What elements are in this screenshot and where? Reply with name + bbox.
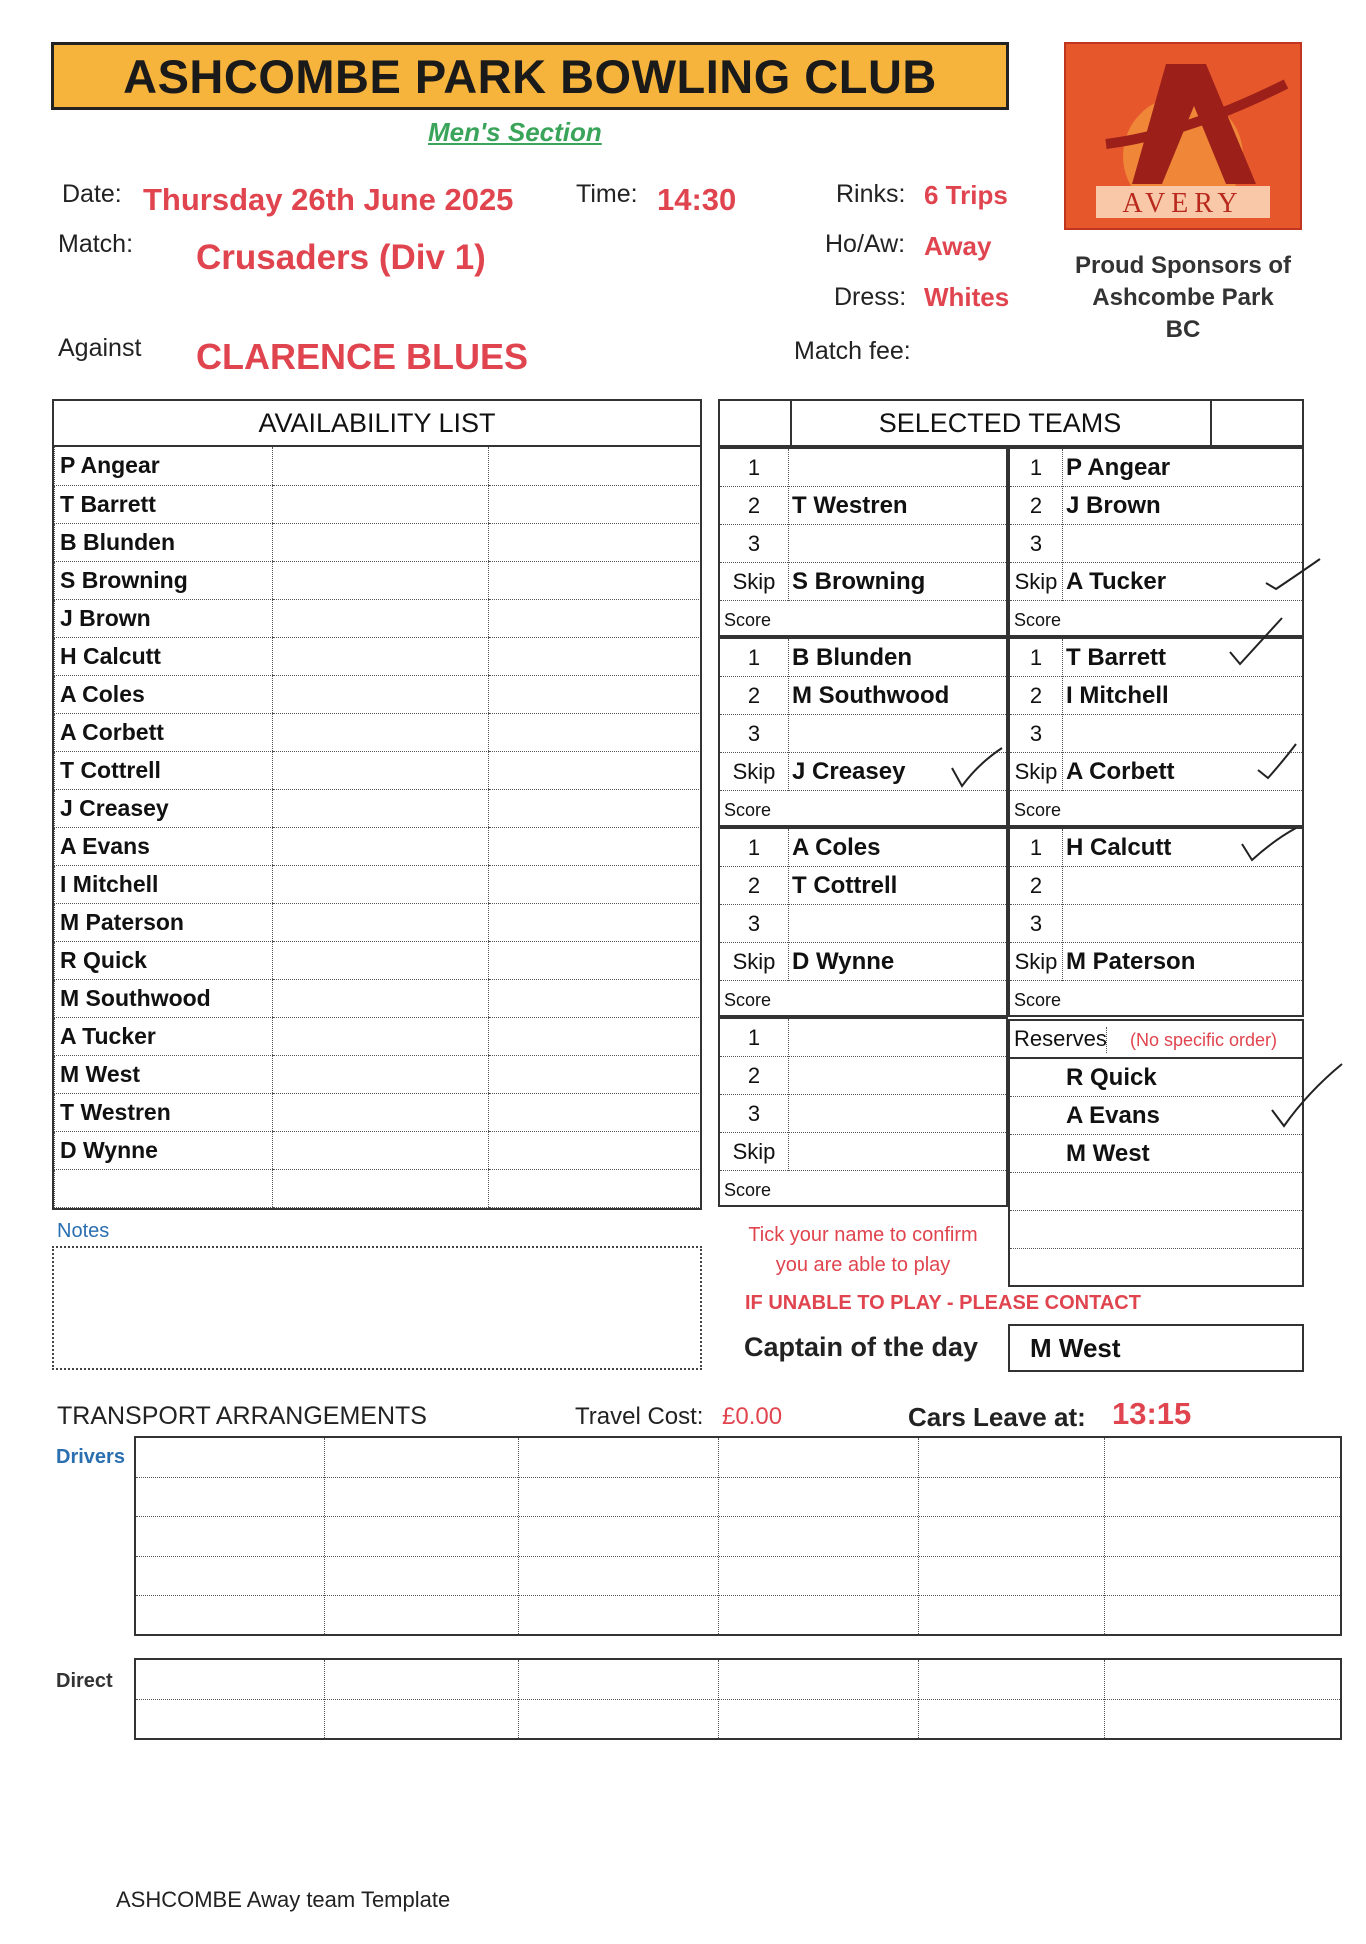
- section-subtitle: Men's Section: [428, 117, 602, 147]
- availability-row: [55, 1131, 701, 1169]
- club-title: ASHCOMBE PARK BOWLING CLUB: [51, 42, 1009, 110]
- position-number: 2: [747, 873, 761, 898]
- availability-cell[interactable]: [489, 713, 701, 751]
- team-row: [720, 449, 1006, 487]
- position-number: 1: [1029, 645, 1043, 670]
- availability-player-name: A Evans: [55, 827, 273, 865]
- availability-cell[interactable]: [273, 903, 489, 941]
- team-row: [720, 829, 1006, 867]
- team-row: [720, 1095, 1006, 1133]
- availability-player-name: M Paterson: [55, 903, 273, 941]
- selected-teams-title: SELECTED TEAMS: [878, 408, 1122, 438]
- position-number: 1: [747, 1025, 761, 1050]
- dress-label: Dress:: [834, 283, 907, 311]
- match-label: Match:: [58, 230, 134, 258]
- team-row: [1010, 677, 1302, 715]
- skip-label: Skip: [1014, 569, 1058, 594]
- availability-cell[interactable]: [489, 979, 701, 1017]
- availability-cell[interactable]: [489, 675, 701, 713]
- availability-row: [55, 561, 701, 599]
- availability-row: [55, 713, 701, 751]
- cars-leave-label: Cars Leave at:: [908, 1402, 1086, 1432]
- team-row: [1010, 943, 1302, 981]
- availability-cell[interactable]: [273, 1055, 489, 1093]
- team-row: [720, 1133, 1006, 1171]
- rinks-label: Rinks:: [836, 180, 906, 208]
- position-number: 2: [1029, 873, 1043, 898]
- tick-instruction-line-2: you are able to play: [775, 1254, 951, 1276]
- availability-row: [55, 827, 701, 865]
- team-player-name: T Westren: [792, 492, 908, 519]
- position-number: 1: [1029, 835, 1043, 860]
- team-row: [720, 525, 1006, 563]
- skip-label: Skip: [1014, 949, 1058, 974]
- availability-player-name: M Southwood: [55, 979, 273, 1017]
- team-player-name: P Angear: [1066, 454, 1171, 481]
- position-number: 2: [747, 683, 761, 708]
- position-number: 2: [1029, 493, 1043, 518]
- match-value: Crusaders (Div 1): [196, 238, 486, 277]
- team-player-name: T Barrett: [1066, 644, 1167, 671]
- date-value: Thursday 26th June 2025: [143, 182, 514, 217]
- team-player-name: M Paterson: [1066, 948, 1196, 975]
- availability-row: [55, 447, 701, 485]
- team-player-name: M Southwood: [792, 682, 950, 709]
- availability-player-name: A Tucker: [55, 1017, 273, 1055]
- availability-cell[interactable]: [273, 599, 489, 637]
- sponsor-line-2: Ashcombe Park: [1092, 284, 1274, 311]
- availability-cell[interactable]: [489, 1055, 701, 1093]
- sponsor-caption: [1050, 250, 1316, 346]
- team-row: [1010, 449, 1302, 487]
- captain-value: M West: [1030, 1333, 1121, 1363]
- tick-mark-icon: [1256, 742, 1300, 786]
- time-label: Time:: [576, 180, 638, 208]
- availability-cell[interactable]: [273, 637, 489, 675]
- team-row: [1010, 867, 1302, 905]
- team-box: [718, 1017, 1008, 1207]
- time-value: 14:30: [657, 182, 737, 217]
- position-number: 3: [747, 531, 761, 556]
- team-player-name: A Corbett: [1066, 758, 1175, 785]
- sponsor-line-1: Proud Sponsors of: [1075, 252, 1291, 279]
- team-box: [718, 827, 1008, 1017]
- score-label: Score: [724, 610, 772, 630]
- availability-cell[interactable]: [489, 751, 701, 789]
- against-value: CLARENCE BLUES: [196, 336, 529, 377]
- team-player-name: A Coles: [792, 834, 881, 861]
- position-number: 3: [1029, 531, 1043, 556]
- availability-player-name: S Browning: [55, 561, 273, 599]
- availability-cell[interactable]: [273, 941, 489, 979]
- reserve-row: [1010, 1097, 1302, 1135]
- availability-player-name: I Mitchell: [55, 865, 273, 903]
- availability-player-name: [55, 1169, 273, 1207]
- reserve-player-name: M West: [1066, 1140, 1150, 1167]
- availability-cell[interactable]: [489, 523, 701, 561]
- availability-player-name: M West: [55, 1055, 273, 1093]
- direct-label: Direct: [56, 1670, 113, 1692]
- position-number: 1: [1029, 455, 1043, 480]
- availability-row: [55, 979, 701, 1017]
- team-row: [720, 943, 1006, 981]
- team-row: [720, 639, 1006, 677]
- position-number: 2: [747, 1063, 761, 1088]
- score-label: Score: [724, 990, 772, 1010]
- team-row: [720, 563, 1006, 601]
- captain-label: Captain of the day: [744, 1332, 979, 1362]
- score-label: Score: [1014, 990, 1062, 1010]
- date-label: Date:: [62, 180, 122, 208]
- availability-cell[interactable]: [489, 941, 701, 979]
- reserve-player-name: R Quick: [1066, 1064, 1157, 1091]
- tick-mark-icon: [950, 746, 1006, 790]
- availability-cell[interactable]: [489, 561, 701, 599]
- skip-label: Skip: [732, 759, 776, 784]
- drivers-label: Drivers: [56, 1446, 125, 1468]
- sponsor-line-3: BC: [1165, 316, 1201, 343]
- availability-cell[interactable]: [273, 523, 489, 561]
- notes-box[interactable]: [52, 1246, 702, 1370]
- availability-player-name: T Barrett: [55, 485, 273, 523]
- availability-cell[interactable]: [273, 1017, 489, 1055]
- tick-mark-icon: [1264, 555, 1324, 595]
- drivers-grid: [134, 1436, 1342, 1636]
- availability-cell[interactable]: [273, 1131, 489, 1169]
- against-label: Against: [58, 334, 142, 362]
- contact-message: IF UNABLE TO PLAY - PLEASE CONTACT: [745, 1292, 1141, 1314]
- hoaw-label: Ho/Aw:: [825, 230, 906, 258]
- match-fee-label: Match fee:: [794, 337, 911, 365]
- availability-player-name: H Calcutt: [55, 637, 273, 675]
- position-number: 3: [747, 1101, 761, 1126]
- captain-box: [1008, 1324, 1304, 1372]
- hoaw-value: Away: [924, 231, 992, 261]
- availability-cell[interactable]: [273, 751, 489, 789]
- reserve-row: [1010, 1135, 1302, 1173]
- position-number: 3: [747, 911, 761, 936]
- skip-label: Skip: [732, 949, 776, 974]
- availability-cell[interactable]: [273, 561, 489, 599]
- team-player-name: S Browning: [792, 568, 926, 595]
- availability-cell[interactable]: [489, 1093, 701, 1131]
- team-row: [720, 1057, 1006, 1095]
- reserves-label: Reserves: [1014, 1026, 1107, 1051]
- reserve-row: [1010, 1173, 1302, 1211]
- availability-row: [55, 751, 701, 789]
- availability-cell[interactable]: [273, 1169, 489, 1207]
- position-number: 1: [747, 645, 761, 670]
- availability-row: [55, 1055, 701, 1093]
- availability-cell[interactable]: [273, 865, 489, 903]
- availability-row: [55, 789, 701, 827]
- availability-cell[interactable]: [273, 979, 489, 1017]
- score-label: Score: [724, 1180, 772, 1200]
- availability-cell[interactable]: [489, 447, 701, 485]
- availability-row: [55, 1169, 701, 1207]
- availability-list: [52, 447, 702, 1210]
- availability-player-name: B Blunden: [55, 523, 273, 561]
- availability-cell[interactable]: [273, 675, 489, 713]
- reserve-player-name: A Evans: [1066, 1102, 1160, 1129]
- team-row: [1010, 487, 1302, 525]
- availability-player-name: A Corbett: [55, 713, 273, 751]
- position-number: 1: [747, 835, 761, 860]
- team-row: [1010, 563, 1302, 601]
- avery-logo-icon: [1066, 44, 1300, 228]
- tick-instruction: [718, 1220, 1008, 1280]
- availability-cell[interactable]: [489, 599, 701, 637]
- availability-row: [55, 941, 701, 979]
- availability-player-name: T Cottrell: [55, 751, 273, 789]
- reserves-order-note: (No specific order): [1130, 1030, 1278, 1050]
- team-player-name: B Blunden: [792, 644, 912, 671]
- availability-player-name: J Brown: [55, 599, 273, 637]
- availability-player-name: T Westren: [55, 1093, 273, 1131]
- direct-grid: [134, 1658, 1342, 1740]
- availability-cell[interactable]: [489, 637, 701, 675]
- score-label: Score: [1014, 610, 1062, 630]
- availability-cell[interactable]: [273, 447, 489, 485]
- availability-cell[interactable]: [489, 789, 701, 827]
- notes-label: Notes: [57, 1220, 110, 1242]
- position-number: 3: [1029, 911, 1043, 936]
- availability-row: [55, 485, 701, 523]
- tick-instruction-line-1: Tick your name to confirm: [748, 1224, 978, 1246]
- reserve-row: [1010, 1059, 1302, 1097]
- team-row: [1010, 905, 1302, 943]
- sponsor-logo-text: AVERY: [1122, 188, 1244, 219]
- availability-cell[interactable]: [489, 1169, 701, 1207]
- reserves-box: [1008, 1019, 1304, 1287]
- availability-cell[interactable]: [273, 485, 489, 523]
- availability-list-title: AVAILABILITY LIST: [52, 399, 702, 447]
- team-player-name: J Brown: [1066, 492, 1161, 519]
- skip-label: Skip: [732, 1139, 776, 1164]
- tick-mark-icon: [1226, 616, 1286, 670]
- team-player-name: D Wynne: [792, 948, 895, 975]
- team-row: [720, 1019, 1006, 1057]
- reserve-row: [1010, 1211, 1302, 1249]
- travel-cost-value: £0.00: [722, 1403, 783, 1430]
- skip-label: Skip: [732, 569, 776, 594]
- position-number: 2: [747, 493, 761, 518]
- availability-player-name: D Wynne: [55, 1131, 273, 1169]
- team-row: [1010, 525, 1302, 563]
- position-number: 2: [1029, 683, 1043, 708]
- availability-row: [55, 865, 701, 903]
- team-player-name: J Creasey: [792, 758, 906, 785]
- availability-row: [55, 1093, 701, 1131]
- availability-cell[interactable]: [489, 903, 701, 941]
- tick-mark-icon: [1240, 826, 1300, 866]
- availability-row: [55, 523, 701, 561]
- position-number: 1: [747, 455, 761, 480]
- team-box: [718, 447, 1008, 637]
- availability-cell[interactable]: [489, 485, 701, 523]
- score-label: Score: [1014, 800, 1062, 820]
- availability-row: [55, 637, 701, 675]
- team-row: [720, 487, 1006, 525]
- footer-template-name: ASHCOMBE Away team Template: [116, 1887, 451, 1912]
- rinks-value: 6 Trips: [924, 180, 1008, 210]
- availability-cell[interactable]: [489, 865, 701, 903]
- availability-row: [55, 903, 701, 941]
- availability-player-name: J Creasey: [55, 789, 273, 827]
- transport-title: TRANSPORT ARRANGEMENTS: [57, 1402, 427, 1430]
- dress-value: Whites: [924, 282, 1010, 312]
- team-row: [720, 905, 1006, 943]
- selected-teams-header: [718, 399, 1304, 447]
- team-row: [720, 677, 1006, 715]
- travel-cost-label: Travel Cost:: [575, 1403, 704, 1430]
- availability-player-name: P Angear: [55, 447, 273, 485]
- team-player-name: H Calcutt: [1066, 834, 1172, 861]
- availability-player-name: R Quick: [55, 941, 273, 979]
- sponsor-logo: [1064, 42, 1302, 230]
- availability-row: [55, 675, 701, 713]
- availability-cell[interactable]: [489, 1017, 701, 1055]
- availability-cell[interactable]: [273, 789, 489, 827]
- position-number: 3: [1029, 721, 1043, 746]
- team-box: [1008, 447, 1304, 637]
- tick-mark-icon: [1270, 1062, 1346, 1134]
- availability-cell[interactable]: [489, 827, 701, 865]
- availability-cell[interactable]: [489, 1131, 701, 1169]
- skip-label: Skip: [1014, 759, 1058, 784]
- availability-cell[interactable]: [273, 1093, 489, 1131]
- team-player-name: A Tucker: [1066, 568, 1167, 595]
- availability-row: [55, 1017, 701, 1055]
- cars-leave-value: 13:15: [1112, 1396, 1192, 1431]
- team-row: [720, 867, 1006, 905]
- availability-row: [55, 599, 701, 637]
- team-player-name: T Cottrell: [792, 872, 898, 899]
- score-label: Score: [724, 800, 772, 820]
- availability-cell[interactable]: [273, 713, 489, 751]
- position-number: 3: [747, 721, 761, 746]
- team-box: [718, 637, 1008, 827]
- availability-player-name: A Coles: [55, 675, 273, 713]
- team-player-name: I Mitchell: [1066, 682, 1169, 709]
- availability-cell[interactable]: [273, 827, 489, 865]
